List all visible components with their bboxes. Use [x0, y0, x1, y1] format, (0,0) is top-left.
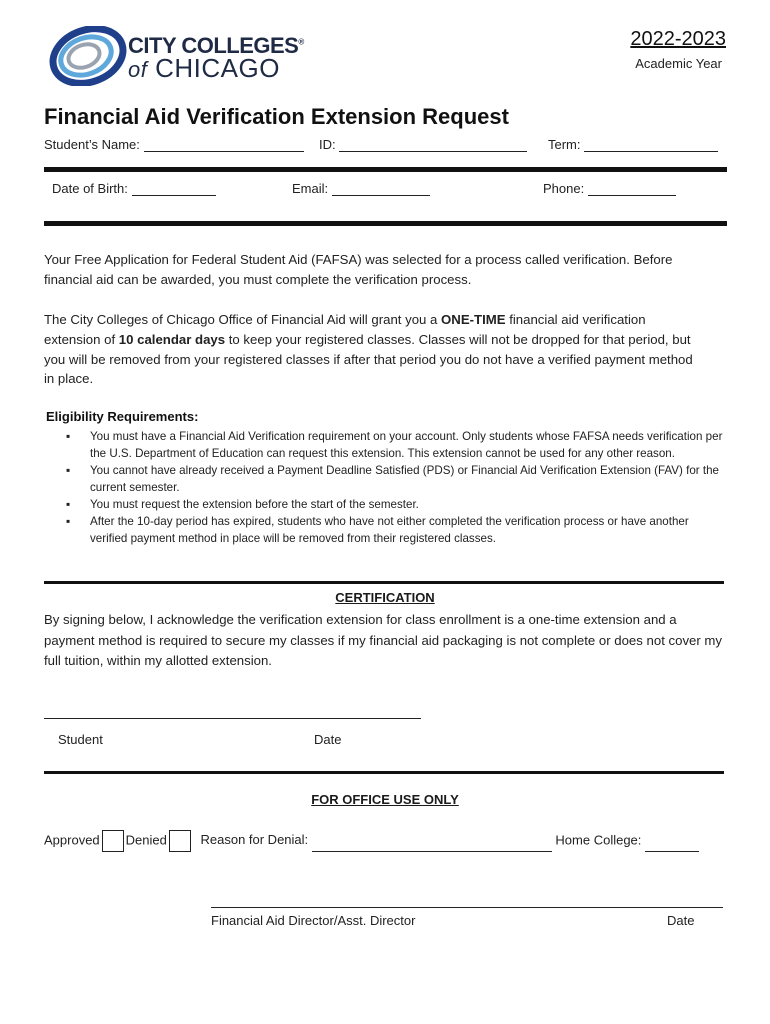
list-item: ▪ You cannot have already received a Payment Deadline Satisfied (PDS) or Financial Aid Verification Extension (FAV) for the current semester.	[66, 462, 726, 496]
swoosh-icon	[48, 26, 128, 86]
denial-reason-line[interactable]	[312, 839, 552, 852]
list-item: ▪ After the 10-day period has expired, students who have not either completed the verification process or have another verified payment method in place will be removed from their registered classes.	[66, 513, 726, 547]
home-college-line[interactable]	[645, 839, 699, 852]
office-use-heading: FOR OFFICE USE ONLY	[311, 792, 459, 807]
list-item: ▪ You must request the extension before the start of the semester.	[66, 496, 726, 513]
student-signature-line[interactable]	[44, 718, 421, 719]
divider-bar	[44, 581, 724, 584]
approved-checkbox[interactable]	[102, 830, 124, 852]
divider-bar	[44, 167, 727, 172]
page-title: Financial Aid Verification Extension Request	[44, 104, 509, 129]
student-date-label: Date	[314, 732, 342, 747]
phone-line[interactable]	[588, 183, 676, 196]
email-line[interactable]	[332, 183, 430, 196]
intro-paragraph-1: Your Free Application for Federal Student Aid (FAFSA) was selected for a process called verification. Before financial aid can be awarded, you must complete the verification process.	[44, 252, 673, 287]
office-decision-row: Approved Denied Reason for Denial: Home College:	[44, 830, 699, 852]
phone-field[interactable]: Phone:	[543, 181, 676, 196]
dob-line[interactable]	[132, 183, 216, 196]
eligibility-heading: Eligibility Requirements:	[46, 409, 199, 424]
dob-field[interactable]: Date of Birth:	[52, 181, 216, 196]
director-date-label: Date	[667, 913, 695, 928]
director-signature-label: Financial Aid Director/Asst. Director	[211, 913, 416, 928]
academic-year: 2022-2023	[630, 28, 726, 50]
certification-text: By signing below, I acknowledge the verification extension for class enrollment is a one-time extension and a payment method is required to secure my classes if my financial aid packaging is not complete or does not cover my full tuition, within my allotted extension.	[44, 612, 723, 668]
eligibility-list	[66, 428, 726, 547]
term-field[interactable]: Term:	[548, 137, 718, 152]
intro-paragraph-2: The City Colleges of Chicago Office of Financial Aid will grant you a ONE-TIME financial aid verification extension of 10 calendar days to keep your registered classes. Classes will not be dropped for that period, but you will be removed from your registered classes if after that period you do not have a verified payment method in place.	[44, 312, 693, 387]
student-name-field[interactable]: Student’s Name:	[44, 137, 304, 152]
id-field[interactable]: ID:	[319, 137, 527, 152]
student-name-line[interactable]	[144, 139, 304, 152]
denied-checkbox[interactable]	[169, 830, 191, 852]
certification-heading: CERTIFICATION	[335, 590, 435, 605]
divider-bar	[44, 771, 724, 774]
academic-year-label: Academic Year	[635, 56, 722, 71]
term-line[interactable]	[584, 139, 718, 152]
director-signature-line[interactable]	[211, 907, 723, 908]
email-field[interactable]: Email:	[292, 181, 430, 196]
id-line[interactable]	[339, 139, 527, 152]
logo-wordmark-line2: of CHICAGO	[128, 53, 280, 83]
divider-bar	[44, 221, 727, 226]
list-item: ▪ You must have a Financial Aid Verification requirement on your account. Only students whose FAFSA needs verification per the U.S. Department of Education can request this extension. This extension cannot be used for any other reason.	[66, 428, 726, 462]
logo-wordmark-line1: CITY COLLEGES®	[128, 33, 304, 58]
student-signature-label: Student	[58, 732, 103, 747]
